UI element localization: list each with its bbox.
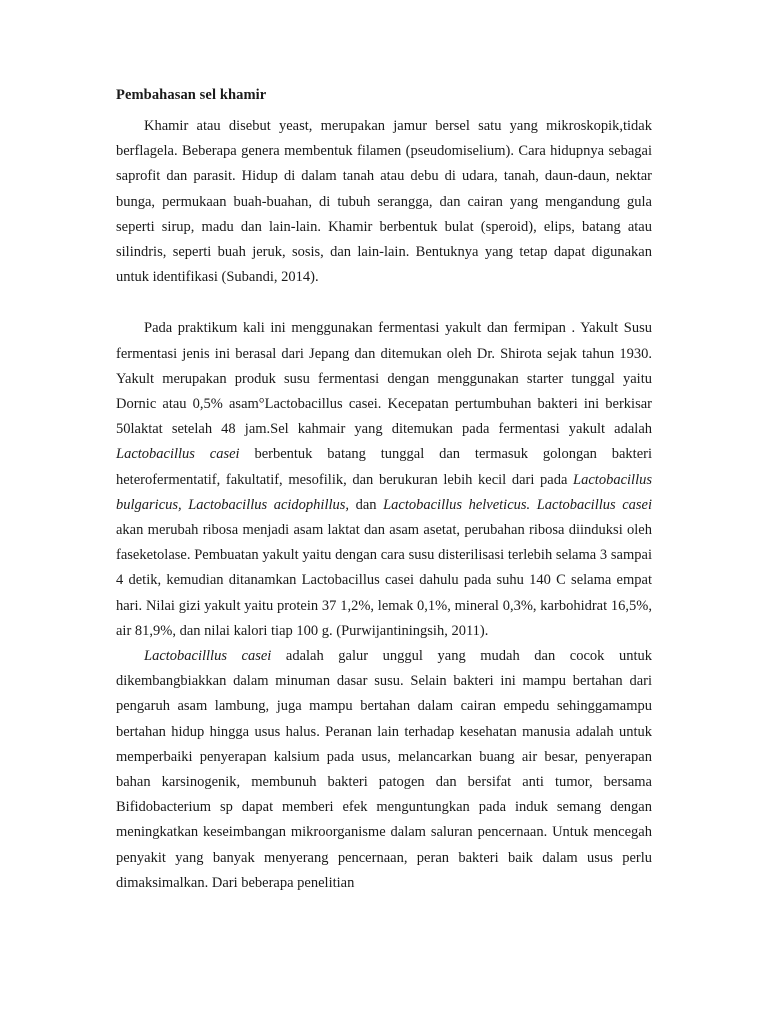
paragraph-yakult bbox=[116, 316, 652, 644]
text-run: akan merubah ribosa menjadi asam laktat dan asam asetat, perubahan ribosa diinduksi oleh faseketolase. Pembuatan yakult yaitu dengan cara susu disterilisasi terlebih selama 3 sampai 4 detik, kemudian ditanamkan Lactobacillus casei dahulu pada suhu 140 C selama empat hari. Nilai gizi yakult yaitu protein 37 1,2%, lemak 0,1%, mineral 0,3%, karbohidrat 16,5%, air 81,9%, dan nilai kalori tiap 100 g. (Purwijantiningsih, 2011). bbox=[116, 522, 652, 639]
text-run: Khamir atau disebut yeast, merupakan jamur bersel satu yang mikroskopik,tidak berflagela. Beberapa genera membentuk filamen (pseudomiselium). Cara hidupnya sebagai saprofit dan parasit. Hidup di dalam tanah atau debu di udara, tanah, daun-daun, nektar bunga, permukaan buah-buahan, di tubuh serangga, dan cairan yang mengandung gula seperti sirup, madu dan lain-lain. Khamir berbentuk bulat (speroid), elips, batang atau silindris, seperti buah jeruk, sosis, dan lain-lain. Bentuknya yang tetap dapat digunakan untuk identifikasi (Subandi, 2014). bbox=[116, 118, 652, 286]
italic-species-name: Lactobacillus bulgaricus, Lactobacillus acidophillus, bbox=[116, 471, 652, 513]
text-run: Pada praktikum kali ini menggunakan fermentasi yakult dan fermipan . Yakult Susu fermentasi jenis ini berasal dari Jepang dan ditemukan oleh Dr. Shirota sejak tahun 1930. Yakult merupakan produk susu fermentasi dengan menggunakan starter tunggal yaitu Dornic atau 0,5% asam°Lactobacillus casei. Kecepatan pertumbuhan bakteri ini berkisar 50laktat setelah 48 jam.Sel kahmair yang ditemukan pada fermentasi yakult adalah bbox=[116, 320, 652, 438]
italic-species-name: Lactobacilllus casei bbox=[144, 648, 272, 665]
section-heading: Pembahasan sel khamir bbox=[116, 87, 267, 103]
text-run: berbentuk batang tunggal dan termasuk golongan bakteri heterofermentatif, fakultatif, mesofilik, dan berukuran lebih kecil dari pada bbox=[116, 446, 652, 488]
paragraph-lactobacillus bbox=[116, 644, 652, 896]
paragraph-spacer bbox=[116, 290, 652, 316]
text-run: adalah galur unggul yang mudah dan cocok untuk dikembangbiakkan dalam minuman dasar susu. Selain bakteri ini mampu bertahan dari pengaruh asam lambung, juga mampu bertahan dalam cairan empedu sehinggamampu bertahan hidup hingga usus halus. Peranan lain terhadap kesehatan manusia adalah untuk memperbaiki penyerapan kalsium pada usus, melancarkan buang air besar, penyerapan bahan karsinogenik, membunuh bakteri patogen dan bersifat anti tumor, bersama Bifidobacterium sp dapat memberi efek menguntungkan pada induk semang dengan meningkatkan keseimbangan mikroorganisme dalam saluran pencernaan. Untuk mencegah penyakit yang banyak menyerang pencernaan, peran bakteri baik dalam usus perlu dimaksimalkan. Dari beberapa penelitian bbox=[116, 648, 653, 891]
italic-species-name: Lactobacillus helveticus. Lactobacillus casei bbox=[383, 496, 653, 513]
paragraph-khamir bbox=[116, 114, 652, 290]
text-run: dan bbox=[349, 496, 384, 513]
document-page bbox=[116, 86, 652, 896]
italic-species-name: Lactobacillus casei bbox=[116, 446, 240, 463]
